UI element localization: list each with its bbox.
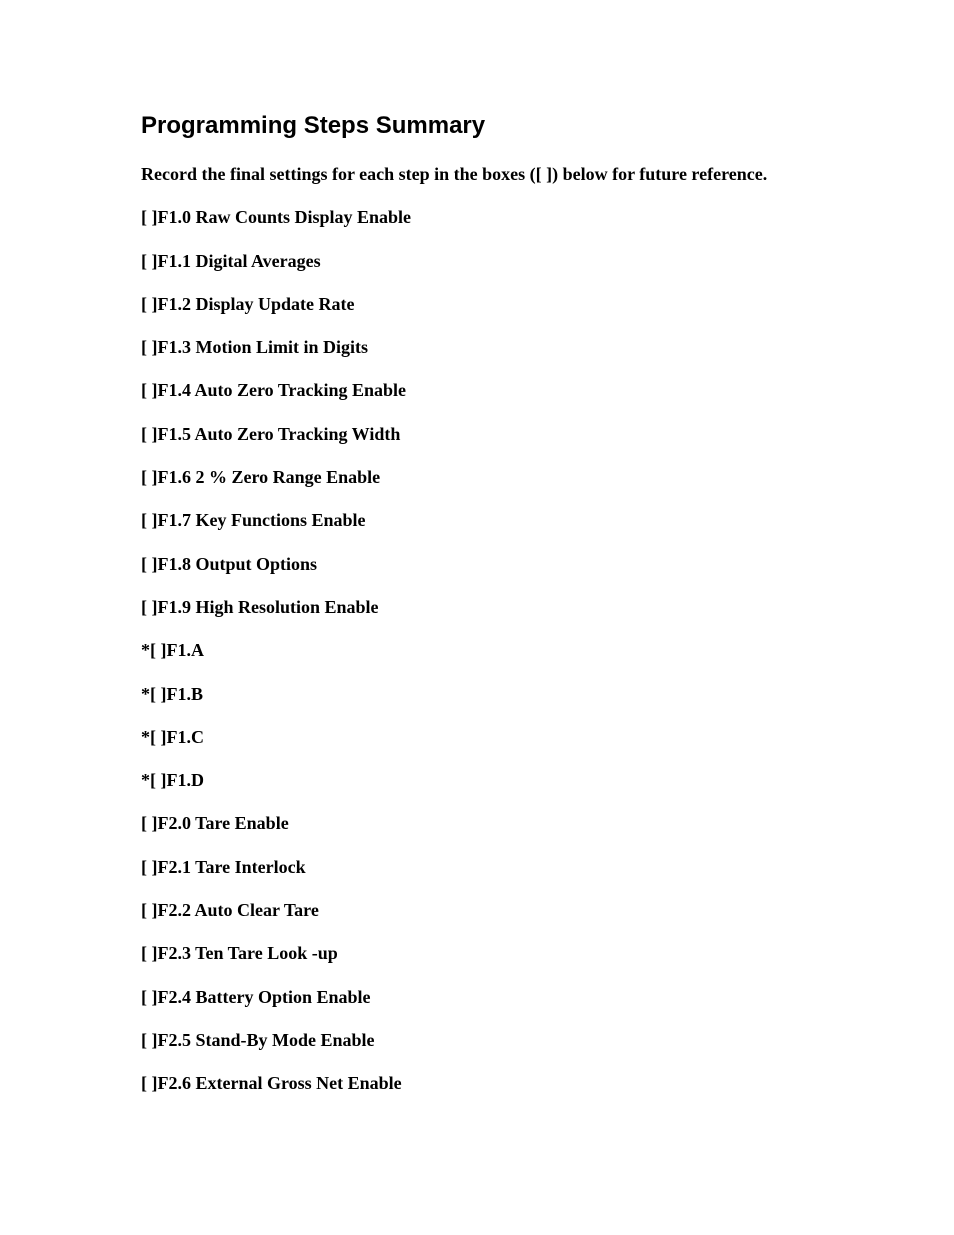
step-f1-d: *[ ]F1.D (141, 770, 204, 791)
step-f1-c: *[ ]F1.C (141, 726, 204, 747)
document-page (141, 112, 901, 1094)
step-f1-b: *[ ]F1.B (141, 683, 203, 704)
step-f1-2: [ ]F1.2 Display Update Rate (141, 293, 355, 314)
step-f2-6: [ ]F2.6 External Gross Net Enable (141, 1073, 402, 1094)
step-f1-0: [ ]F1.0 Raw Counts Display Enable (141, 207, 412, 228)
step-f1-3: [ ]F1.3 Motion Limit in Digits (141, 337, 368, 358)
step-f1-7: [ ]F1.7 Key Functions Enable (141, 510, 366, 531)
step-f2-0: [ ]F2.0 Tare Enable (141, 813, 289, 834)
step-f2-5: [ ]F2.5 Stand-By Mode Enable (141, 1029, 375, 1050)
step-f1-4: [ ]F1.4 Auto Zero Tracking Enable (141, 380, 407, 401)
step-f1-1: [ ]F1.1 Digital Averages (141, 250, 321, 271)
step-f1-9: [ ]F1.9 High Resolution Enable (141, 596, 379, 617)
intro-text: Record the final settings for each step in the boxes ([ ]) below for future reference. (141, 164, 768, 184)
step-f2-4: [ ]F2.4 Battery Option Enable (141, 986, 371, 1007)
page-title: Programming Steps Summary (141, 112, 486, 139)
step-f2-1: [ ]F2.1 Tare Interlock (141, 856, 306, 877)
step-f2-3: [ ]F2.3 Ten Tare Look -up (141, 943, 338, 964)
step-f1-6: [ ]F1.6 2 % Zero Range Enable (141, 467, 381, 488)
step-f2-2: [ ]F2.2 Auto Clear Tare (141, 900, 319, 921)
step-f1-8: [ ]F1.8 Output Options (141, 553, 318, 574)
steps-list (141, 206, 901, 1094)
step-f1-a: *[ ]F1.A (141, 640, 204, 661)
step-f1-5: [ ]F1.5 Auto Zero Tracking Width (141, 423, 401, 444)
